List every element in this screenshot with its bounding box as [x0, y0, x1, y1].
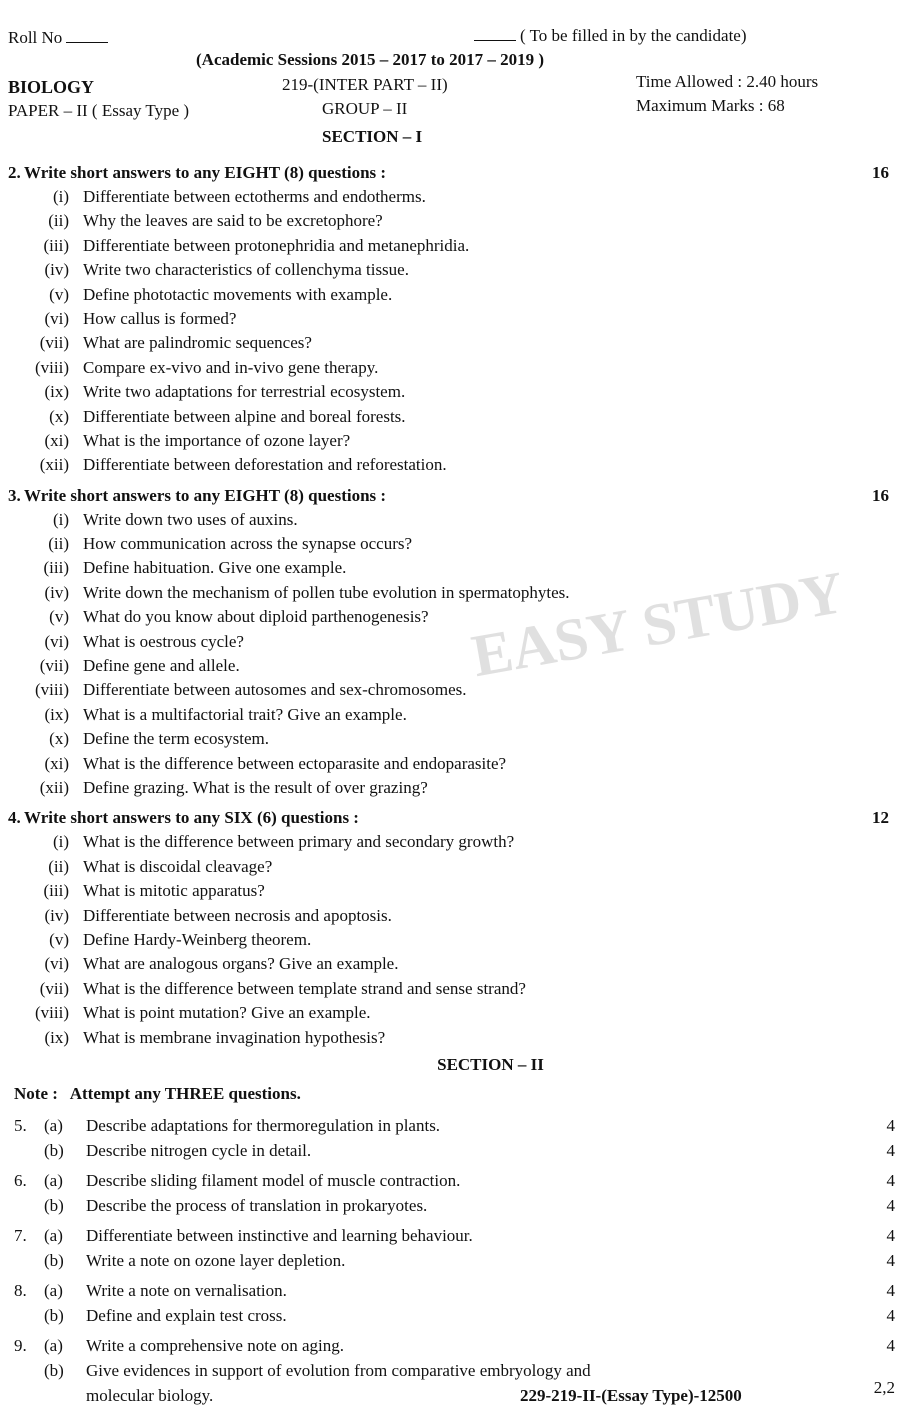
part-marks: 4	[886, 1250, 895, 1270]
part-label: (a)	[44, 1335, 63, 1355]
part-marks: 4	[886, 1225, 895, 1245]
part-label: (b)	[44, 1250, 64, 1270]
item-numeral: (x)	[49, 729, 69, 749]
item-numeral: (vi)	[44, 954, 69, 974]
question-number: 5.	[14, 1115, 27, 1135]
short-question-item	[0, 429, 911, 453]
item-text: What is the difference between primary and secondary growth?	[83, 832, 515, 852]
item-numeral: (viii)	[35, 680, 69, 700]
item-numeral: (v)	[49, 929, 69, 949]
item-text: What is the difference between ectoparasite and endoparasite?	[83, 753, 507, 773]
question-instruction: Write short answers to any EIGHT (8) questions :	[24, 163, 387, 182]
item-text: What is a multifactorial trait? Give an example.	[83, 704, 407, 724]
part-label: (b)	[44, 1305, 64, 1325]
item-numeral: (ix)	[44, 704, 69, 724]
part-text: Describe adaptations for thermoregulation in plants.	[86, 1115, 441, 1135]
item-numeral: (ii)	[48, 534, 69, 554]
short-question-item	[0, 258, 911, 282]
short-question-item	[0, 556, 911, 580]
question-header	[0, 160, 911, 185]
item-text: What is oestrous cycle?	[83, 631, 244, 651]
long-question-part	[0, 1303, 911, 1328]
item-text: What is the difference between template strand and sense strand?	[83, 978, 526, 998]
question-number: 4.	[8, 808, 21, 828]
short-question-item	[0, 380, 911, 404]
long-question-part	[0, 1358, 911, 1383]
item-text: Differentiate between ectotherms and endotherms.	[83, 187, 426, 206]
short-question-item	[0, 977, 911, 1001]
item-text: Define gene and allele.	[83, 656, 240, 676]
academic-sessions: (Academic Sessions 2015 – 2017 to 2017 – 2019 )	[196, 50, 545, 69]
short-question-item	[0, 703, 911, 727]
short-question-item	[0, 508, 911, 532]
item-numeral: (i)	[52, 832, 69, 852]
part-text: Describe nitrogen cycle in detail.	[86, 1140, 312, 1160]
item-text: What are analogous organs? Give an example.	[83, 954, 399, 974]
question-number: 6.	[14, 1170, 27, 1190]
long-question-part	[0, 1278, 911, 1303]
short-question-item	[0, 928, 911, 952]
item-text: Differentiate between necrosis and apoptosis.	[83, 905, 392, 925]
item-numeral: (xii)	[39, 777, 69, 797]
part-text: molecular biology.	[86, 1385, 214, 1405]
short-question-item	[0, 581, 911, 605]
item-numeral: (xii)	[39, 455, 69, 475]
item-numeral: (v)	[49, 284, 69, 304]
item-text: What is membrane invagination hypothesis?	[83, 1027, 386, 1047]
fill-line	[474, 26, 516, 41]
item-numeral: (ix)	[44, 1027, 69, 1047]
long-question-part	[0, 1333, 911, 1358]
item-text: Write down two uses of auxins.	[83, 509, 298, 529]
fill-note-text: ( To be filled in by the candidate)	[520, 26, 747, 45]
item-numeral: (i)	[52, 509, 69, 529]
part-text: Define and explain test cross.	[86, 1305, 287, 1325]
roll-no-line	[66, 28, 108, 43]
part-label: (b)	[44, 1195, 64, 1215]
part-text: Describe the process of translation in prokaryotes.	[86, 1195, 428, 1215]
short-question-item	[0, 727, 911, 751]
short-question-item	[0, 453, 911, 477]
long-question-part	[0, 1248, 911, 1273]
item-text: What is discoidal cleavage?	[83, 856, 273, 876]
item-numeral: (vi)	[44, 308, 69, 328]
question-number: 2.	[8, 163, 21, 182]
item-numeral: (iii)	[43, 881, 69, 901]
item-numeral: (iii)	[43, 235, 69, 255]
part-text: Describe sliding filament model of muscle contraction.	[86, 1170, 461, 1190]
short-question-item	[0, 654, 911, 678]
part-marks: 2,2	[873, 1377, 895, 1397]
long-question-part	[0, 1193, 911, 1218]
questions-body	[0, 155, 911, 1408]
item-numeral: (vi)	[44, 631, 69, 651]
item-text: Write two characteristics of collenchyma tissue.	[83, 260, 409, 280]
part-marks: 4	[886, 1280, 895, 1300]
part-label: (a)	[44, 1280, 63, 1300]
item-numeral: (viii)	[35, 357, 69, 377]
item-text: Define the term ecosystem.	[83, 729, 269, 749]
long-question-part	[0, 1113, 911, 1138]
item-text: What is the importance of ozone layer?	[83, 430, 351, 450]
item-text: Define Hardy-Weinberg theorem.	[83, 929, 312, 949]
part-marks: 4	[886, 1305, 895, 1325]
item-text: Write down the mechanism of pollen tube evolution in spermatophytes.	[83, 582, 570, 602]
short-question-item	[0, 331, 911, 355]
item-numeral: (i)	[52, 187, 69, 206]
item-numeral: (iv)	[44, 905, 69, 925]
item-text: Why the leaves are said to be excretophore?	[83, 211, 383, 231]
item-numeral: (viii)	[35, 1003, 69, 1023]
short-question-item	[0, 356, 911, 380]
long-question-part	[0, 1223, 911, 1248]
item-text: Write two adaptations for terrestrial ecosystem.	[83, 382, 406, 402]
item-numeral: (vii)	[39, 978, 69, 998]
question-instruction: Write short answers to any EIGHT (8) questions :	[24, 485, 387, 505]
part-label: (b)	[44, 1360, 64, 1380]
item-text: Differentiate between protonephridia and metanephridia.	[83, 235, 470, 255]
question-header	[0, 483, 911, 508]
item-text: Differentiate between autosomes and sex-chromosomes.	[83, 680, 467, 700]
short-question-item	[0, 630, 911, 654]
paper-footer-code: 229-219-II-(Essay Type)-12500	[520, 1386, 742, 1405]
note-line	[0, 1080, 911, 1108]
short-question-item	[0, 855, 911, 879]
item-numeral: (xi)	[44, 430, 69, 450]
short-question-item	[0, 1026, 911, 1050]
subject-title: BIOLOGY	[8, 77, 95, 97]
item-text: How communication across the synapse occurs?	[83, 534, 413, 554]
item-text: Compare ex-vivo and in-vivo gene therapy.	[83, 357, 379, 377]
part-marks: 4	[886, 1195, 895, 1215]
item-text: Define grazing. What is the result of over grazing?	[83, 777, 428, 797]
part-label: (b)	[44, 1140, 64, 1160]
short-question-item	[0, 752, 911, 776]
item-text: What is point mutation? Give an example.	[83, 1003, 371, 1023]
part-marks: 4	[886, 1140, 895, 1160]
maximum-marks: Maximum Marks : 68	[636, 96, 785, 115]
long-question-part	[0, 1168, 911, 1193]
section-1-title: SECTION – I	[322, 127, 423, 146]
part-label: (a)	[44, 1225, 63, 1245]
short-question-item	[0, 307, 911, 331]
question-number: 3.	[8, 485, 21, 505]
part-marks: 4	[886, 1335, 895, 1355]
time-allowed: Time Allowed : 2.40 hours	[636, 72, 819, 91]
question-number: 9.	[14, 1335, 27, 1355]
item-text: Differentiate between deforestation and reforestation.	[83, 455, 447, 475]
item-text: Define phototactic movements with example.	[83, 284, 393, 304]
question-marks: 12	[872, 808, 889, 828]
short-question-item	[0, 185, 911, 209]
long-question-part	[0, 1377, 911, 1408]
short-question-item	[0, 209, 911, 233]
short-question-item	[0, 879, 911, 903]
item-text: How callus is formed?	[83, 308, 237, 328]
short-question-item	[0, 830, 911, 854]
short-question-item	[0, 678, 911, 702]
short-question-item	[0, 1001, 911, 1025]
item-numeral: (vii)	[39, 656, 69, 676]
item-text: Define habituation. Give one example.	[83, 558, 347, 578]
part-label: (a)	[44, 1115, 63, 1135]
note-label: Note :	[14, 1083, 58, 1103]
short-question-item	[0, 283, 911, 307]
short-question-item	[0, 776, 911, 800]
short-question-item	[0, 234, 911, 258]
question-instruction: Write short answers to any SIX (6) questions :	[24, 808, 359, 828]
section-2-title: SECTION – II	[437, 1054, 544, 1074]
fill-note	[470, 26, 747, 46]
roll-no-text: Roll No	[8, 28, 63, 47]
short-question-item	[0, 605, 911, 629]
group-label: GROUP – II	[322, 99, 408, 118]
item-numeral: (x)	[49, 406, 69, 426]
paper-code: 219-(INTER PART – II)	[282, 75, 448, 94]
part-marks: 4	[886, 1170, 895, 1190]
short-question-item	[0, 904, 911, 928]
item-numeral: (v)	[49, 607, 69, 627]
note-text: Attempt any THREE questions.	[69, 1083, 301, 1103]
part-text: Write a comprehensive note on aging.	[86, 1335, 345, 1355]
short-question-item	[0, 405, 911, 429]
part-text: Write a note on vernalisation.	[86, 1280, 287, 1300]
question-header	[0, 805, 911, 830]
item-numeral: (iii)	[43, 558, 69, 578]
part-label: (a)	[44, 1170, 63, 1190]
item-text: What do you know about diploid parthenogenesis?	[83, 607, 429, 627]
item-numeral: (xi)	[44, 753, 69, 773]
question-marks: 16	[872, 485, 889, 505]
part-marks: 4	[886, 1115, 895, 1135]
roll-no-label	[8, 28, 112, 48]
item-numeral: (ix)	[44, 382, 69, 402]
question-number: 8.	[14, 1280, 27, 1300]
item-text: What is mitotic apparatus?	[83, 881, 265, 901]
item-numeral: (ii)	[48, 211, 69, 231]
part-text: Differentiate between instinctive and learning behaviour.	[86, 1225, 473, 1245]
part-text: Write a note on ozone layer depletion.	[86, 1250, 346, 1270]
item-numeral: (iv)	[44, 582, 69, 602]
item-text: What are palindromic sequences?	[83, 333, 312, 353]
paper-type: PAPER – II ( Essay Type )	[8, 101, 190, 120]
short-question-item	[0, 952, 911, 976]
item-numeral: (vii)	[39, 333, 69, 353]
item-numeral: (ii)	[48, 856, 69, 876]
short-question-item	[0, 532, 911, 556]
watermark-logo: EASY STUDY	[467, 558, 849, 690]
question-number: 7.	[14, 1225, 27, 1245]
item-numeral: (iv)	[44, 260, 69, 280]
part-text: Give evidences in support of evolution from comparative embryology and	[86, 1360, 591, 1380]
item-text: Differentiate between alpine and boreal forests.	[83, 406, 406, 426]
question-marks: 16	[872, 163, 889, 182]
long-question-part	[0, 1138, 911, 1163]
